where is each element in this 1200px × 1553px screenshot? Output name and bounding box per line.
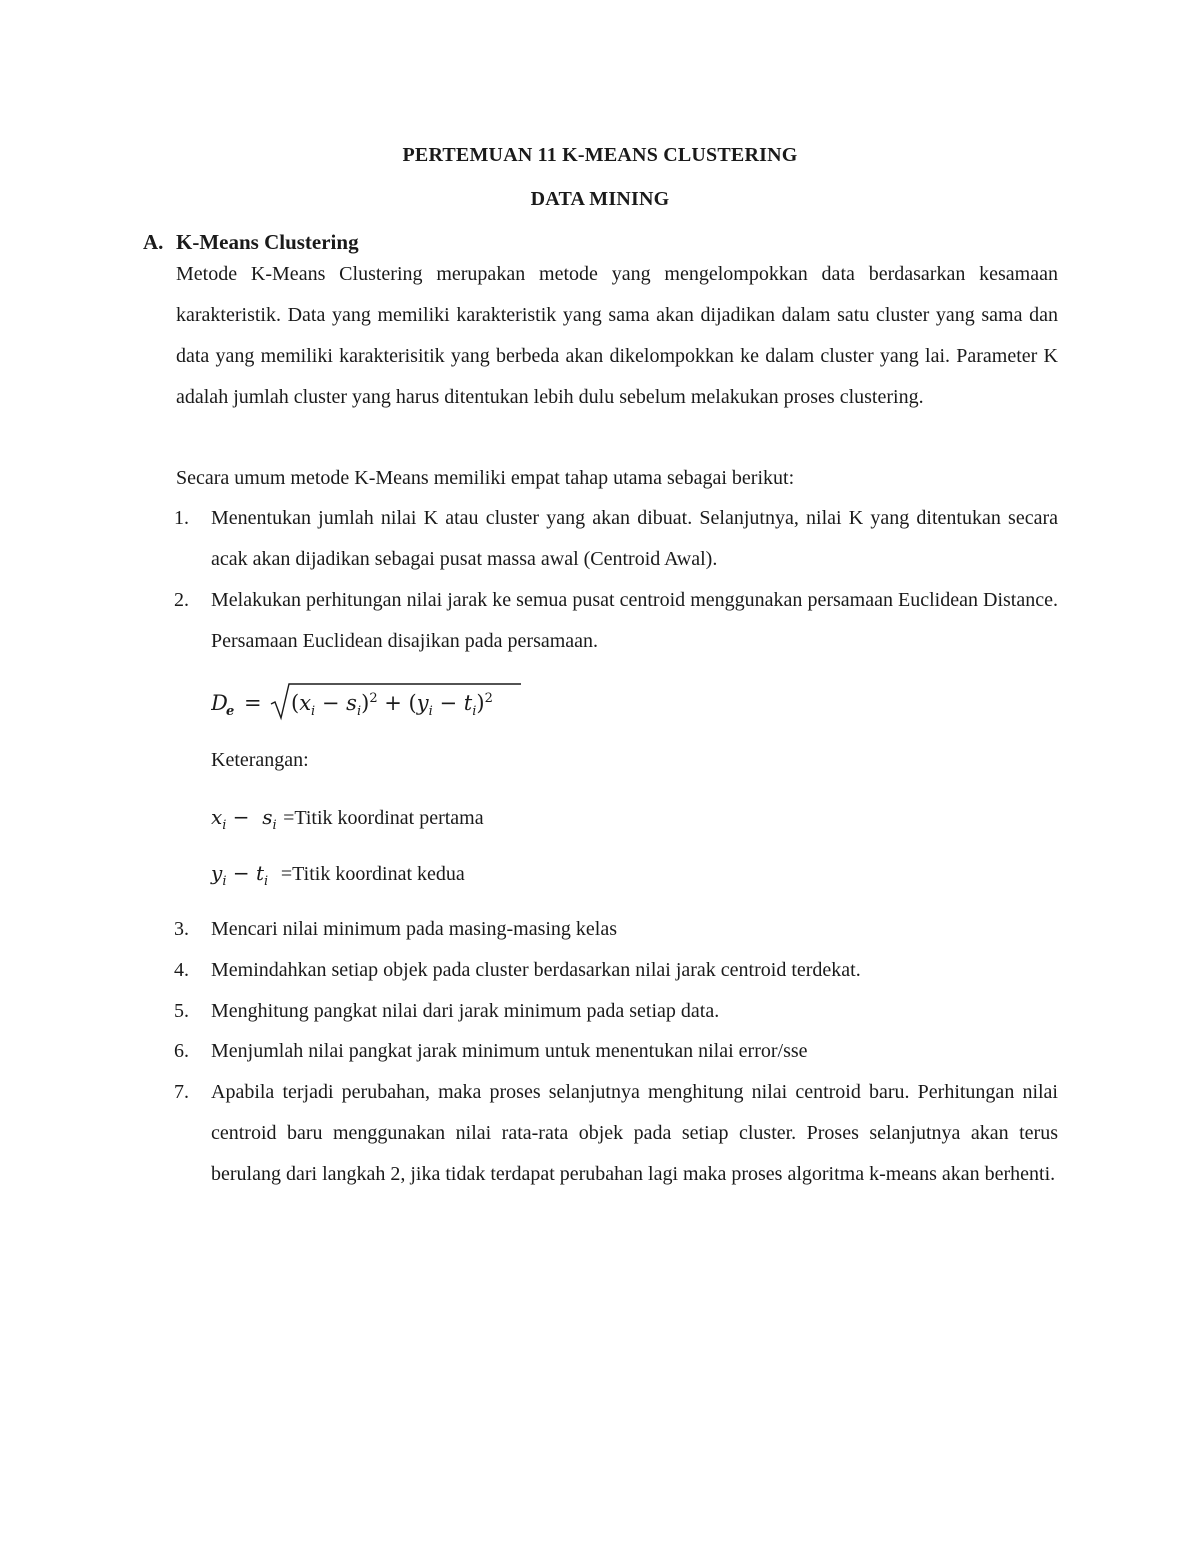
- list-number: 7.: [174, 1081, 189, 1103]
- definition-expression: $y_i - t_i$: [211, 861, 269, 889]
- list-item: [174, 1031, 1058, 1072]
- keterangan-label: Keterangan:: [211, 749, 309, 771]
- list-text: Menghitung pangkat nilai dari jarak minimum pada setiap data.: [211, 1000, 720, 1022]
- definition-row: [211, 853, 465, 902]
- document-title: PERTEMUAN 11 K-MEANS CLUSTERING: [402, 144, 798, 166]
- list-item: [174, 909, 1058, 950]
- formula-lhs: D: [211, 691, 228, 715]
- formula-graphic: [211, 680, 531, 724]
- list-number: 4.: [174, 959, 189, 981]
- section-paragraph: Metode K-Means Clustering merupakan metode yang mengelompokkan data berdasarkan kesamaan karakteristik. Data yang memiliki karakteristik yang sama akan dijadikan dalam satu cluster yang sama dan data yang memiliki karakterisitik yang berbeda akan dikelompokkan ke dalam cluster yang lai. Parameter K adalah jumlah cluster yang harus ditentukan lebih dulu sebelum melakukan proses clustering.: [176, 263, 1058, 408]
- list-text: Mencari nilai minimum pada masing-masing kelas: [211, 918, 618, 940]
- list-item: [174, 950, 1058, 991]
- list-text: Melakukan perhitungan nilai jarak ke semua pusat centroid menggunakan persamaan Euclidean Distance. Persamaan Euclidean disajikan pada persamaan.: [211, 589, 1058, 652]
- euclidean-formula: [211, 680, 531, 724]
- list-item: [174, 991, 1058, 1032]
- definition-text: =Titik koordinat kedua: [280, 863, 465, 885]
- list-item: [174, 1072, 1058, 1195]
- section-heading-text: K-Means Clustering: [176, 230, 359, 254]
- section-letter: A.: [143, 230, 164, 254]
- list-text: Apabila terjadi perubahan, maka proses selanjutnya menghitung nilai centroid baru. Perhitungan nilai centroid baru menggunakan nilai rata-rata objek pada setiap cluster. Proses selanjutnya akan terus berulang dari langkah 2, jika tidak terdapat perubahan lagi maka proses algoritma k-means akan berhenti.: [211, 1081, 1058, 1185]
- list-text: Menentukan jumlah nilai K atau cluster yang akan dibuat. Selanjutnya, nilai K yang ditentukan secara acak akan dijadikan sebagai pusat massa awal (Centroid Awal).: [211, 507, 1058, 570]
- steps-intro: Secara umum metode K-Means memiliki empat tahap utama sebagai berikut:: [176, 467, 795, 489]
- list-number: 5.: [174, 1000, 189, 1022]
- formula-equals: =: [244, 691, 262, 715]
- list-number: 2.: [174, 589, 189, 611]
- definition-expression: $x_i - s_i$: [211, 805, 277, 833]
- list-item: [174, 580, 1058, 662]
- section-heading: [143, 230, 359, 255]
- document-subtitle: DATA MINING: [530, 188, 670, 210]
- list-number: 1.: [174, 507, 189, 529]
- list-number: 3.: [174, 918, 189, 940]
- formula-lhs-subscript: e: [226, 704, 235, 719]
- formula-radicand: $(x_i - s_i)^2 + (y_i - t_i)^2$: [291, 691, 493, 719]
- list-item: [174, 498, 1058, 580]
- list-number: 6.: [174, 1040, 189, 1062]
- list-text: Menjumlah nilai pangkat jarak minimum untuk menentukan nilai error/sse: [211, 1040, 808, 1062]
- list-text: Memindahkan setiap objek pada cluster berdasarkan nilai jarak centroid terdekat.: [211, 959, 861, 981]
- definition-row: [211, 797, 484, 846]
- definition-text: =Titik koordinat pertama: [283, 807, 484, 829]
